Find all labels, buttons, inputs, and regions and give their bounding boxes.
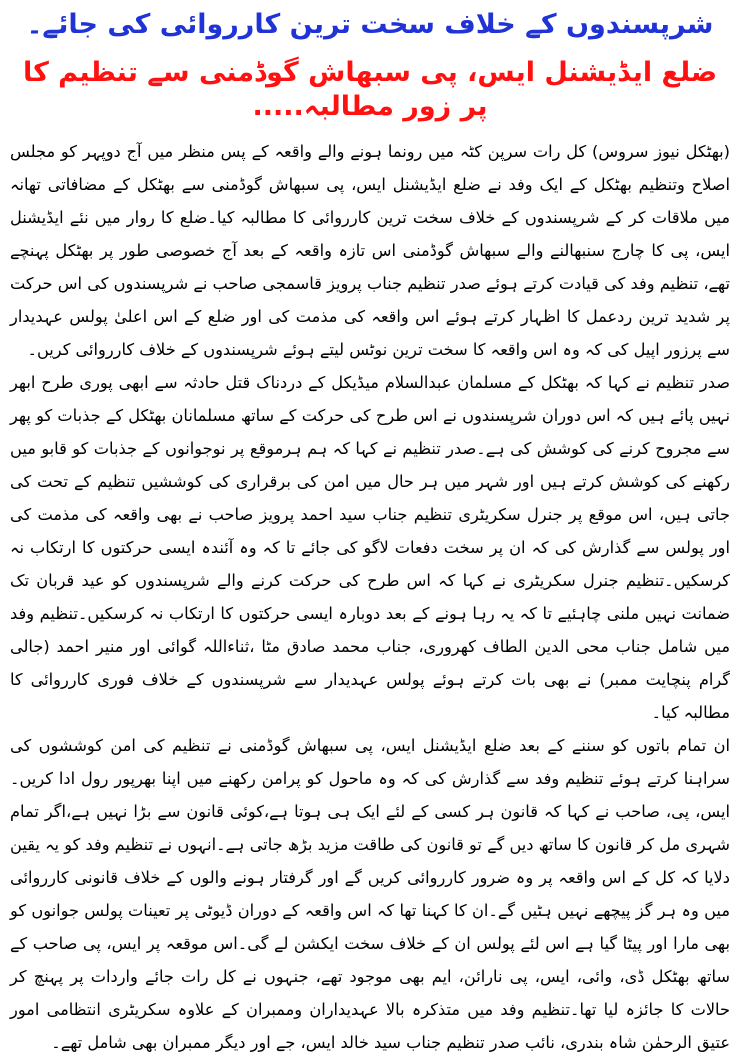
article-paragraph-3: ان تمام باتوں کو سننے کے بعد ضلع ایڈیشنل ایس، پی سبھاش گوڈمنی نے تنظیم کی امن کوششوں کی سراہنا کرتے ہوئے تنظیم وفد سے گذارش کی کہ وہ ماحول کو پرامن رکھنے میں اپنا بھرپور رول ادا کریں۔ایس، پی، صاحب نے کہا کہ قانون ہر کسی کے لئے ایک ہی ہوتا ہے،کوئی قانون سے بڑا نہیں ہے،اگر تمام شہری مل کر قانون کا ساتھ دیں گے تو قانون کی طاقت مزید بڑھ جاتی ہے۔انہوں نے تنظیم وفد کو یہ یقین دلایا کہ کل کے اس واقعہ پر وہ ضرور کارروائی کریں گے اور گرفتار ہونے والوں کے خلاف قانونی کارروائی میں وہ ہر گز پیچھے نہیں ہٹیں گے۔ان کا کہنا تھا کہ اس واقعہ کے دوران ڈیوٹی پر تعینات پولس جوانوں کو بھی مارا اور پیٹا گیا ہے اس لئے پولس ان کے خلاف سخت ایکشن لے گی۔اس موقعہ پر ایس، پی صاحب کے ساتھ بھٹکل ڈی، وائی، ایس، پی نارائن، ایم بھی موجود تھے، جنہوں نے کل رات جائے واردات پر پہنچ کر حالات کا جائزہ لیا تھا۔تنظیم وفد میں متذکرہ بالا عہدیداران وممبران کے علاوہ سکریٹری انتظامی امور عتیق الرحمٰن شاہ بندری، نائب صدر تنظیم جناب سید خالد ایس، جے اور دیگر ممبران بھی شامل تھے۔	[10, 736, 730, 1053]
article-paragraph-2: صدر تنظیم نے کہا کہ بھٹکل کے مسلمان عبدالسلام میڈیکل کے دردناک قتل حادثہ سے ابھی پوری طرح ابھر نہیں پائے ہیں کہ اس دوران شرپسندوں نے اس طرح کی حرکت کے ساتھ مسلمانان بھٹکل کے جذبات کو پھر سے مجروح کرنے کی کوشش کی ہے۔صدر تنظیم نے کہا کہ ہم ہرموقع پر نوجوانوں کے جذبات کو قابو میں رکھنے کی کوشش کرتے ہیں اور شہر میں ہر حال میں امن کی برقراری کی کوششیں تنظیم کے تحت کی جاتی ہیں، اس موقع پر جنرل سکریٹری تنظیم جناب سید احمد پرویز صاحب نے بھی واقعہ کی مذمت کی اور پولس سے گذارش کی کہ ان پر سخت دفعات لاگو کی جائے تا کہ وہ آئندہ ایسی حرکتوں کا ارتکاب نہ کرسکیں۔تنظیم جنرل سکریٹری نے کہا کہ اس طرح کی حرکت کرنے والے شرپسندوں کو عید قربان تک ضمانت نہیں ملنی چاہئیے تا کہ یہ رہا ہونے کے بعد دوبارہ ایسی حرکتوں کا ارتکاب نہ کرسکیں۔تنظیم وفد میں شامل جناب محی الدین الطاف کھروری، جناب محمد صادق مٹا ،ثناءاللہ گوائی اور منیر احمد (جالی گرام پنچایت ممبر) نے بھی بات کرتے ہوئے پولس عہدیدار سے شرپسندوں کے خلاف فوری کارروائی کا مطالبہ کیا۔	[10, 373, 730, 723]
headline-sub: ضلع ایڈیشنل ایس، پی سبھاش گوڈمنی سے تنظیم کا پر زور مطالبہ.....	[22, 56, 718, 122]
headline-main: شرپسندوں کے خلاف سخت ترین کارروائی کی جائے۔	[26, 9, 714, 40]
article-paragraph-1: (بھٹکل نیوز سروس) کل رات سرپن کٹہ میں رونما ہونے والے واقعہ کے پس منظر میں آج دوپہر کو مجلس اصلاح وتنظیم بھٹکل کے ایک وفد نے ضلع ایڈیشنل ایس، پی سبھاش گوڈمنی سے بھٹکل کے مضافاتی تھانہ میں ملاقات کر کے شرپسندوں کے خلاف سخت ترین کارروائی کا مطالبہ کیا۔ضلع کا روار میں نئے ایڈیشنل ایس، پی کا چارج سنبھالنے والے سبھاش گوڈمنی اس تازہ واقعہ کے بعد آج خصوصی طور پر بھٹکل پہنچے تھے، تنظیم وفد کی قیادت کرتے ہوئے صدر تنظیم جناب پرویز قاسمجی صاحب نے شرپسندوں کی اس حرکت پر شدید ترین ردعمل کا اظہار کرتے ہوئے اس واقعہ کی مذمت کی اور ضلع کے اس اعلیٰ پولس عہدیدار سے پرزور اپیل کی کہ وہ اس واقعہ کا سخت ترین نوٹس لیتے ہوئے شرپسندوں کے خلاف کارروائی کریں۔	[10, 142, 730, 360]
article-body	[10, 135, 730, 1059]
